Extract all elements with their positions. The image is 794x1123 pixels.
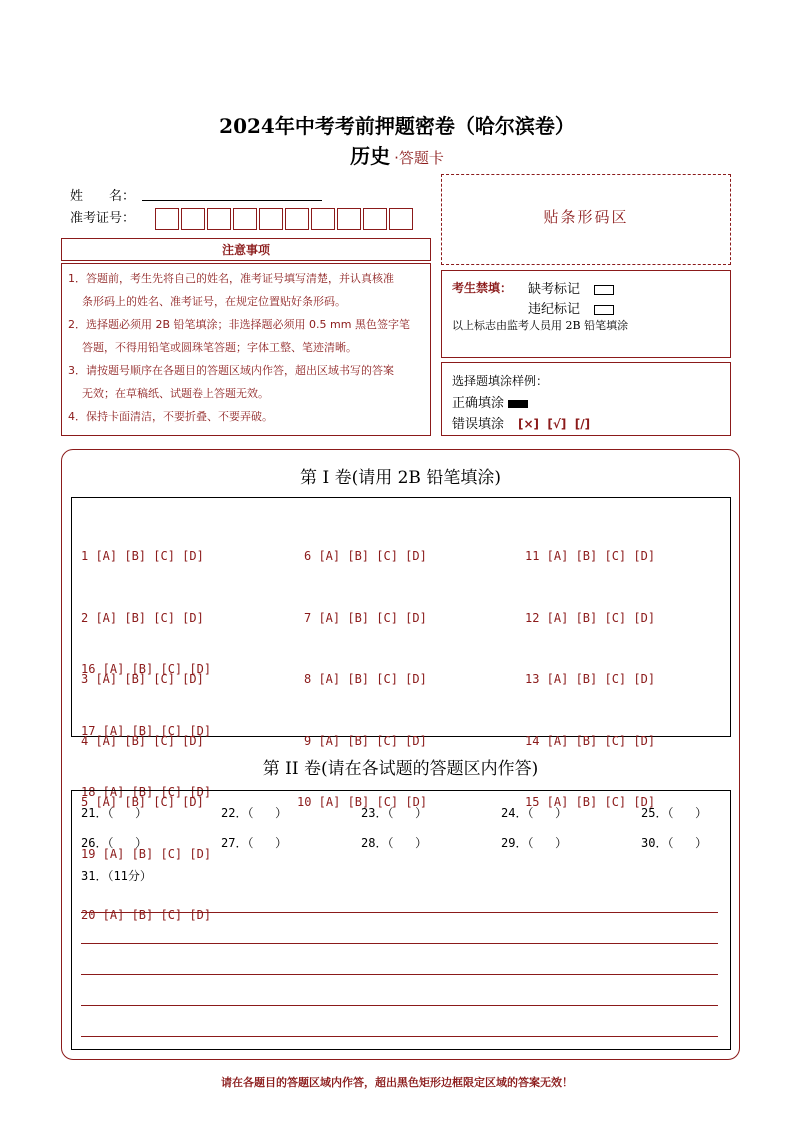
choice-row[interactable]: 20 [A] [B] [C] [D]: [81, 908, 212, 922]
answer-line[interactable]: [81, 943, 718, 944]
id-digit-box[interactable]: [259, 208, 283, 230]
choice-row[interactable]: 7 [A] [B] [C] [D]: [304, 610, 427, 625]
wrong-fill-row: [452, 413, 590, 432]
choice-row[interactable]: 15 [A] [B] [C] [D]: [525, 795, 656, 809]
blank-answer-24[interactable]: 24．（ ）: [501, 806, 568, 820]
note-line: 2．选择题必须用 2B 铅笔填涂；非选择题必须用 0.5 mm 黑色签字笔: [68, 318, 410, 331]
notes-box: [61, 263, 431, 436]
id-label: 准考证号：: [70, 211, 136, 226]
blank-answer-25[interactable]: 25．（ ）: [641, 806, 708, 820]
note-line: 4．保持卡面清洁，不要折叠、不要弄破。: [68, 410, 273, 423]
choice-row[interactable]: 2 [A] [B] [C] [D]: [81, 610, 204, 625]
choice-row[interactable]: 18 [A] [B] [C] [D]: [81, 785, 212, 799]
notes-heading: 注意事项: [221, 243, 270, 257]
id-digit-box[interactable]: [311, 208, 335, 230]
answer-line[interactable]: [81, 912, 718, 913]
blank-answer-23[interactable]: 23．（ ）: [361, 806, 428, 820]
correct-fill-label: 正确填涂: [452, 396, 505, 411]
note-line: 条形码上的姓名、准考证号，在规定位置贴好条形码。: [82, 295, 346, 308]
id-digit-box[interactable]: [207, 208, 231, 230]
note-item-4: [68, 405, 430, 428]
id-digit-box[interactable]: [337, 208, 361, 230]
wrong-fill-marks: [×] [√] [/]: [518, 417, 591, 431]
choice-row[interactable]: 4 [A] [B] [C] [D]: [81, 733, 204, 748]
answer-line[interactable]: [81, 1005, 718, 1006]
blank-answer-21[interactable]: 21．（ ）: [81, 806, 148, 820]
absent-mark-row: [528, 278, 614, 297]
forbidden-box: [441, 270, 731, 358]
note-line: 无效；在草稿纸、试题卷上答题无效。: [82, 387, 269, 400]
violation-mark-label: 违纪标记: [528, 302, 581, 317]
part2-box: [71, 790, 731, 1050]
notes-header: [61, 238, 431, 261]
note-line: 1．答题前，考生先将自己的姓名，准考证号填写清楚，并认真核准: [68, 272, 394, 285]
id-digit-box[interactable]: [181, 208, 205, 230]
answer-line[interactable]: [81, 1036, 718, 1037]
footer-warning: 请在各题目的答题区域内作答，超出黑色矩形边框限定区域的答案无效！: [221, 1076, 573, 1089]
id-digit-box[interactable]: [363, 208, 387, 230]
note-line: 3．请按题号顺序在各题目的答题区域内作答，超出区域书写的答案: [68, 364, 394, 377]
part1-title: 第 I 卷(请用 2B 铅笔填涂): [300, 468, 501, 488]
choice-row[interactable]: 6 [A] [B] [C] [D]: [304, 549, 427, 563]
answer-line[interactable]: [81, 974, 718, 975]
choice-row[interactable]: 17 [A] [B] [C] [D]: [81, 723, 212, 738]
fill-example-label: 选择题填涂样例：: [452, 374, 549, 388]
choice-row[interactable]: 11 [A] [B] [C] [D]: [525, 549, 656, 563]
blank-answer-27[interactable]: 27．（ ）: [221, 836, 288, 850]
blank-answer-29[interactable]: 29．（ ）: [501, 836, 568, 850]
blank-answer-26[interactable]: 26．（ ）: [81, 836, 148, 850]
absent-mark-box[interactable]: [594, 285, 614, 295]
subject-line: [0, 140, 794, 169]
subject-name: 历史: [350, 144, 391, 168]
card-label: ·答题卡: [394, 149, 444, 167]
filled-mark-icon: [508, 400, 528, 408]
note-item-1: [68, 267, 430, 313]
blank-answer-28[interactable]: 28．（ ）: [361, 836, 428, 850]
violation-mark-row: [528, 298, 614, 317]
id-digit-box[interactable]: [155, 208, 179, 230]
choice-row[interactable]: 8 [A] [B] [C] [D]: [304, 672, 427, 686]
choice-row[interactable]: 9 [A] [B] [C] [D]: [304, 733, 427, 748]
name-field[interactable]: [142, 200, 322, 201]
note-item-3: [68, 359, 430, 405]
forbidden-note: 以上标志由监考人员用 2B 铅笔填涂: [452, 319, 629, 332]
wrong-fill-label: 错误填涂: [452, 417, 505, 432]
id-digit-box[interactable]: [389, 208, 413, 230]
question-31-label: 31．（11分）: [81, 869, 152, 883]
forbidden-label: 考生禁填：: [452, 281, 513, 295]
barcode-area: [441, 174, 731, 265]
blank-answer-22[interactable]: 22．（ ）: [221, 806, 288, 820]
choice-row[interactable]: 14 [A] [B] [C] [D]: [525, 733, 656, 748]
id-digit-box[interactable]: [233, 208, 257, 230]
exam-title: 2024年中考考前押题密卷（哈尔滨卷）: [219, 114, 575, 138]
name-label: 姓 名：: [70, 189, 136, 204]
choice-row[interactable]: 19 [A] [B] [C] [D]: [81, 846, 212, 861]
choice-row[interactable]: 16 [A] [B] [C] [D]: [81, 662, 212, 676]
note-item-2: [68, 313, 430, 359]
absent-mark-label: 缺考标记: [528, 282, 581, 297]
part2-title: 第 II 卷(请在各试题的答题区内作答): [262, 759, 539, 779]
choice-row[interactable]: 12 [A] [B] [C] [D]: [525, 610, 656, 625]
violation-mark-box[interactable]: [594, 305, 614, 315]
choice-row[interactable]: 3 [A] [B] [C] [D]: [81, 672, 204, 686]
choice-row[interactable]: 10 [A] [B] [C] [D]: [297, 795, 428, 809]
barcode-label: 贴条形码区: [543, 208, 629, 226]
note-line: 答题，不得用铅笔或圆珠笔答题；字体工整、笔迹清晰。: [82, 341, 357, 354]
choice-row[interactable]: 1 [A] [B] [C] [D]: [81, 549, 204, 563]
id-number-boxes[interactable]: [155, 208, 413, 230]
id-digit-box[interactable]: [285, 208, 309, 230]
choice-row[interactable]: 13 [A] [B] [C] [D]: [525, 672, 656, 686]
fill-example-box: [441, 362, 731, 436]
correct-fill-row: [452, 392, 528, 411]
choice-row[interactable]: 5 [A] [B] [C] [D]: [81, 795, 204, 809]
blank-answer-30[interactable]: 30．（ ）: [641, 836, 708, 850]
